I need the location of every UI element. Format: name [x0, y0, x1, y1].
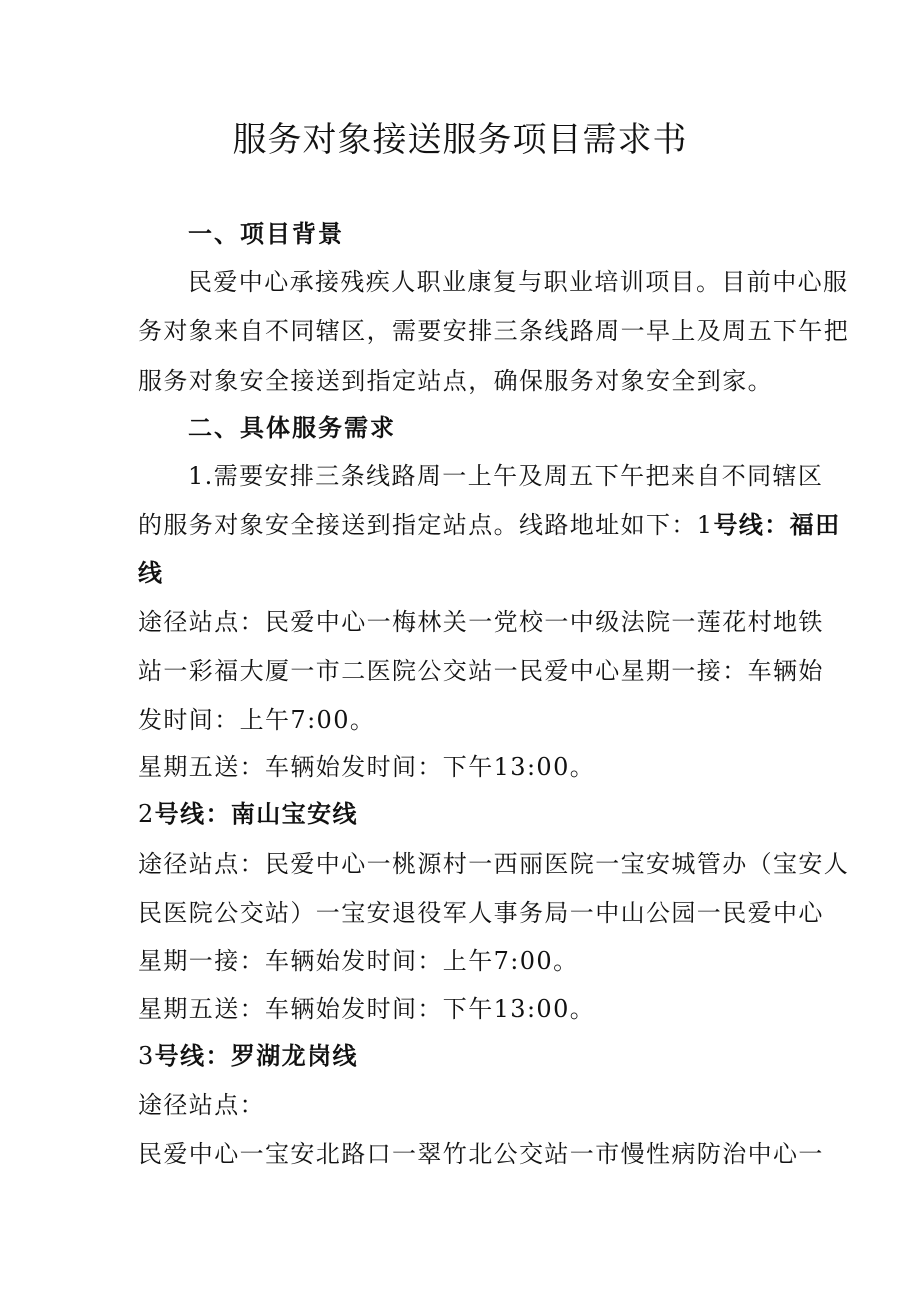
route-2-label: 号线：南山宝安线	[154, 800, 358, 828]
route-2-number: 2	[138, 800, 155, 828]
paragraph-line-text: 的服务对象安全接送到指定站点。线路地址如下：1	[138, 511, 714, 539]
document-title: 服务对象接送服务项目需求书	[232, 120, 688, 160]
paragraph-line: 务对象来自不同辖区，需要安排三条线路周一早上及周五下午把	[138, 317, 850, 345]
route-3-number: 3	[138, 1042, 155, 1070]
route-1-stops-line: 途径站点：民爱中心一梅林关一党校一中级法院一莲花村地铁	[138, 608, 824, 636]
route-1-time-line: 发时间：上午7:00。	[138, 706, 376, 734]
route-2-stops-line: 途径站点：民爱中心一桃源村一西丽医院一宝安城管办（宝安人	[138, 850, 850, 878]
route-2-heading	[138, 798, 358, 830]
paragraph-line: 服务对象安全接送到指定站点，确保服务对象安全到家。	[138, 367, 773, 395]
route-2-time-line: 星期一接：车辆始发时间：上午7:00。	[138, 947, 579, 975]
paragraph-line: 民爱中心承接残疾人职业康复与职业培训项目。目前中心服	[188, 268, 849, 296]
route-3-stops-line: 民爱中心一宝安北路口一翠竹北公交站一市慢性病防治中心一	[138, 1140, 824, 1168]
route-3-heading	[138, 1040, 358, 1072]
route-1-time-line: 星期五送：车辆始发时间：下午13:00。	[138, 753, 596, 781]
paragraph-line	[138, 509, 840, 541]
route-1-stops-line: 站一彩福大厦一市二医院公交站一民爱中心星期一接：车辆始	[138, 657, 824, 685]
section-heading-requirements: 二、具体服务需求	[188, 414, 396, 442]
route-2-stops-line: 民医院公交站）一宝安退役军人事务局一中山公园一民爱中心	[138, 899, 824, 927]
route-2-time-line: 星期五送：车辆始发时间：下午13:00。	[138, 995, 596, 1023]
route-1-label-tail: 线	[138, 559, 164, 587]
route-1-label: 号线：福田	[713, 511, 841, 539]
section-heading-background: 一、项目背景	[188, 220, 344, 248]
route-3-label: 号线：罗湖龙岗线	[154, 1042, 358, 1070]
paragraph-line: 1.需要安排三条线路周一上午及周五下午把来自不同辖区	[188, 462, 824, 490]
route-3-stops-line: 途径站点：	[138, 1091, 265, 1119]
